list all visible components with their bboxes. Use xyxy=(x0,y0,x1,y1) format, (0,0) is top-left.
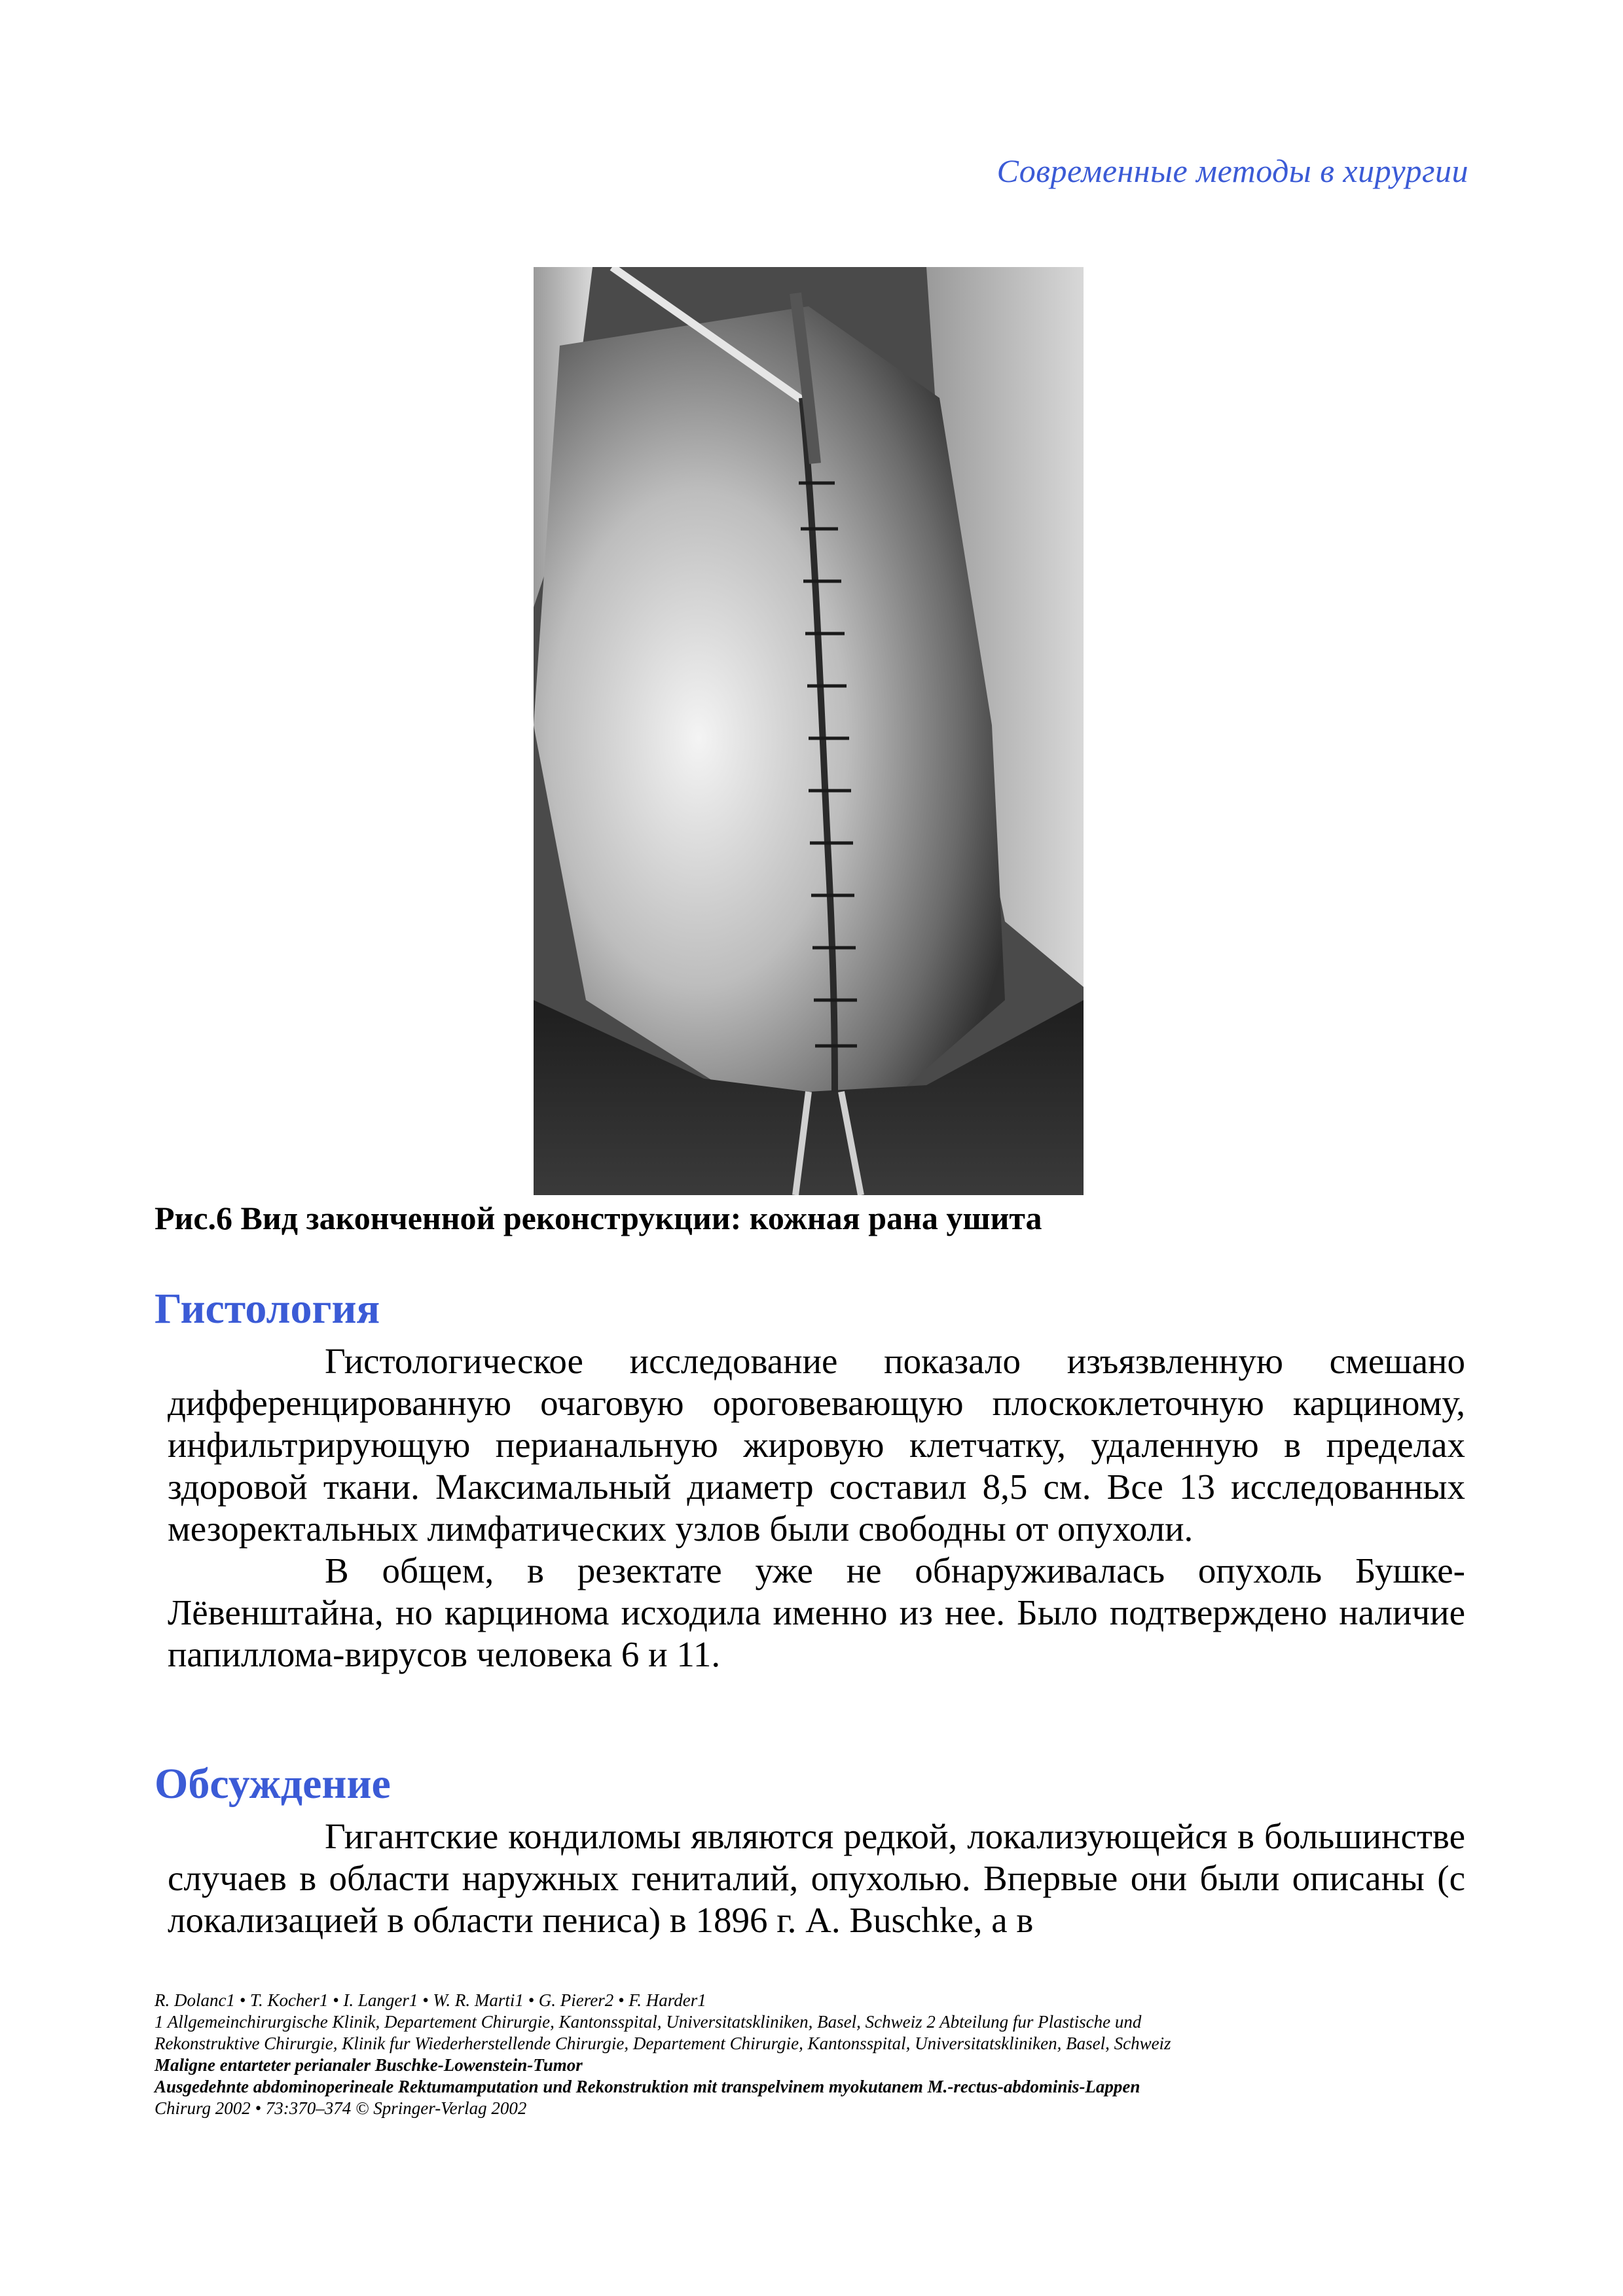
footer-citation: Chirurg 2002 • 73:370–374 © Springer-Verlag 2002 xyxy=(155,2098,527,2118)
paragraph: В общем, в резектате уже не обнаруживалась опухоль Бушке-Лёвенштайна, но карцинома исходила именно из нее. Было подтверждено наличие папиллома-вирусов человека 6 и 11. xyxy=(168,1551,1465,1674)
article-footer xyxy=(155,1990,1470,2119)
footer-affiliation: Rekonstruktive Chirurgie, Klinik fur Wiederherstellende Chirurgie, Departement Chirurgie, Kantonsspital, Universitatskliniken, Basel, Schweiz xyxy=(155,2034,1171,2053)
surgical-photo xyxy=(534,267,1084,1195)
footer-authors: R. Dolanc1 • T. Kocher1 • I. Langer1 • W. R. Marti1 • G. Pierer2 • F. Harder1 xyxy=(155,1990,706,2010)
paragraph: Гигантские кондиломы являются редкой, локализующейся в большинстве случаев в области наружных гениталий, опухолью. Впервые они были описаны (с локализацией в области пениса) в 1896 г. A. Buschke, а в xyxy=(168,1816,1465,1940)
footer-article-title: Maligne entarteter perianaler Buschke-Lowenstein-Tumor xyxy=(155,2055,583,2075)
discussion-body xyxy=(168,1816,1465,1941)
section-heading-discussion: Обсуждение xyxy=(155,1760,391,1808)
surgical-photo-graphic xyxy=(534,267,1084,1195)
footer-affiliation: 1 Allgemeinchirurgische Klinik, Departement Chirurgie, Kantonsspital, Universitatskliniken, Basel, Schweiz 2 Abteilung fur Plastische und xyxy=(155,2012,1142,2032)
figure-caption: Рис.6 Вид законченной реконструкции: кожная рана ушита xyxy=(155,1200,1042,1236)
paragraph: Гистологическое исследование показало изъязвленную смешано дифференцированную очаговую ороговевающую плоскоклеточную карциному, инфильтрирующую перианальную жировую клетчатку, удаленную в пределах здоровой ткани. Максимальный диаметр составил 8,5 см. Все 13 исследованных мезоректальных лимфатических узлов были свободны от опухоли. xyxy=(168,1341,1465,1549)
footer-article-subtitle: Ausgedehnte abdominoperineale Rektumamputation und Rekonstruktion mit transpelvinem myokutanem M.-rectus-abdominis-Lappen xyxy=(155,2077,1140,2096)
section-heading-histology: Гистология xyxy=(155,1285,380,1333)
running-header: Современные методы в хирургии xyxy=(996,152,1468,189)
histology-body xyxy=(168,1340,1465,1676)
